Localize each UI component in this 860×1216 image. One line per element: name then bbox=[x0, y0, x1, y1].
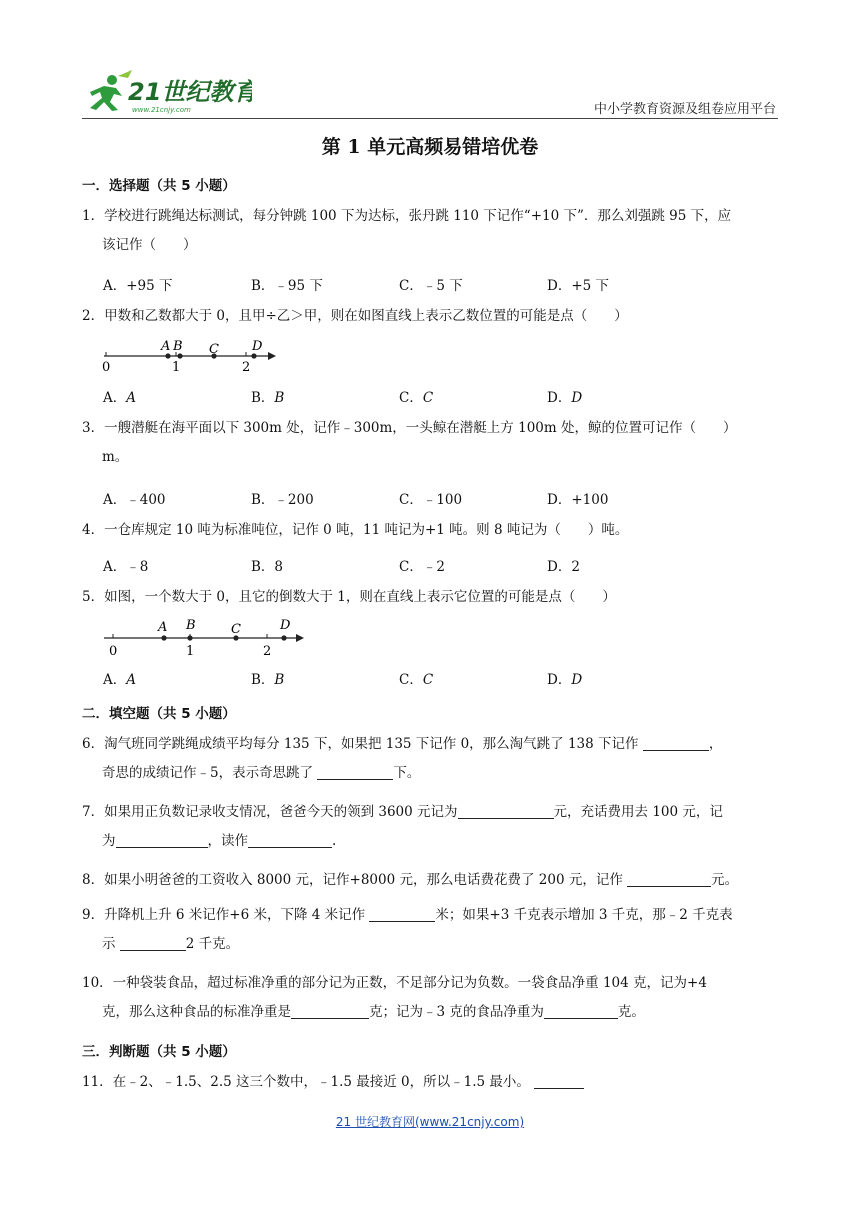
point-d bbox=[281, 635, 286, 640]
point-label-b: B bbox=[186, 618, 196, 633]
option-b[interactable]: B．B bbox=[251, 390, 285, 406]
option-c[interactable]: C．﹣2 bbox=[399, 559, 445, 575]
option-c[interactable]: C．C bbox=[399, 390, 434, 406]
tick-label-0: 0 bbox=[102, 360, 111, 375]
question-text: 3．一艘潜艇在海平面以下 300m 处，记作﹣300m，一头鲸在潜艇上方 100m 处，鲸的位置可记作（ ） bbox=[82, 420, 737, 436]
question-8: 8．如果小明爸爸的工资收入 8000 元，记作+8000 元，那么电话费花费了 200 元，记作 元。 bbox=[82, 872, 739, 888]
option-c[interactable]: C．C bbox=[399, 672, 434, 688]
option-d[interactable]: D．D bbox=[547, 390, 583, 406]
question-3 bbox=[82, 414, 776, 472]
answer-blank[interactable] bbox=[534, 1072, 584, 1089]
question-6: 6．淘气班同学跳绳成绩平均每分 135 下，如果把 135 下记作 0，那么淘气跳了 138 下记作 ， 奇思的成绩记作﹣5，表示奇思跳了 下。 bbox=[82, 736, 723, 781]
answer-blank[interactable] bbox=[544, 1002, 618, 1019]
option-d[interactable]: D．+5 下 bbox=[547, 278, 610, 294]
answer-blank[interactable] bbox=[369, 905, 435, 922]
option-a[interactable]: A．+95 下 bbox=[103, 278, 173, 294]
point-b bbox=[177, 353, 182, 358]
question-text: 1．学校进行跳绳达标测试，每分钟跳 100 下为达标，张丹跳 110 下记作“+10 下”．那么刘强跳 95 下，应 bbox=[82, 208, 732, 224]
option-b[interactable]: B．﹣200 bbox=[251, 492, 314, 508]
options-q2 bbox=[103, 386, 763, 406]
point-label-c: C bbox=[231, 622, 241, 637]
option-c[interactable]: C．﹣5 下 bbox=[399, 278, 463, 294]
options-q4 bbox=[103, 555, 763, 575]
question-7: 7．如果用正负数记录收支情况，爸爸今天的领到 3600 元记为 元，充话费用去 100 元，记 为 ，读作 . bbox=[82, 804, 723, 849]
tick-label-2: 2 bbox=[242, 360, 251, 375]
platform-name: 中小学教育资源及组卷应用平台 bbox=[593, 102, 776, 117]
question-11: 11．在﹣2、﹣1.5、2.5 这三个数中，﹣1.5 最接近 0，所以﹣1.5 最小。 bbox=[82, 1068, 776, 1097]
site-logo bbox=[82, 66, 252, 116]
page-title: 第 1 单元高频易错培优卷 bbox=[321, 136, 539, 158]
question-5 bbox=[82, 583, 776, 612]
point-b bbox=[187, 635, 192, 640]
options-q3 bbox=[103, 488, 763, 508]
options-q5 bbox=[103, 668, 763, 688]
question-text: 4．一仓库规定 10 吨为标准吨位，记作 0 吨，11 吨记为+1 吨。则 8 吨记为（ ）吨。 bbox=[82, 522, 629, 538]
option-b[interactable]: B．8 bbox=[251, 559, 284, 575]
option-d[interactable]: D．D bbox=[547, 672, 583, 688]
answer-blank[interactable] bbox=[627, 870, 711, 887]
question-1 bbox=[82, 202, 776, 260]
question-text: 2．甲数和乙数都大于 0，且甲÷乙＞甲，则在如图直线上表示乙数位置的可能是点（ ） bbox=[82, 308, 628, 324]
answer-blank[interactable] bbox=[291, 1002, 369, 1019]
footer-link[interactable]: 21 世纪教育网(www.21cnjy.com) bbox=[335, 1115, 525, 1129]
arrow-icon bbox=[268, 352, 276, 360]
answer-blank[interactable] bbox=[248, 831, 332, 848]
tick-label-0: 0 bbox=[109, 644, 118, 659]
question-text: 5．如图，一个数大于 0，且它的倒数大于 1，则在直线上表示它位置的可能是点（ ） bbox=[82, 589, 616, 605]
answer-blank[interactable] bbox=[643, 734, 709, 751]
section-heading-fill: 二．填空题（共 5 小题） bbox=[82, 706, 236, 722]
section-heading-choice: 一．选择题（共 5 小题） bbox=[82, 178, 236, 194]
question-10: 10．一种袋装食品，超过标准净重的部分记为正数，不足部分记为负数。一袋食品净重 104 克，记为+4 克，那么这种食品的标准净重是 克；记为﹣3 克的食品净重为 克。 bbox=[82, 975, 707, 1020]
tick-label-1: 1 bbox=[172, 360, 181, 375]
question-2 bbox=[82, 302, 776, 331]
logo-url: www.21cnjy.com bbox=[132, 106, 191, 114]
point-a bbox=[161, 635, 166, 640]
tick-label-2: 2 bbox=[263, 644, 272, 659]
option-b[interactable]: B．﹣95 下 bbox=[251, 278, 323, 294]
question-text: 该记作（ ） bbox=[102, 237, 197, 253]
option-a[interactable]: A．﹣8 bbox=[103, 559, 149, 575]
number-line-figure bbox=[100, 614, 310, 660]
answer-blank[interactable] bbox=[116, 831, 208, 848]
question-9: 9．升降机上升 6 米记作+6 米，下降 4 米记作 米；如果+3 千克表示增加 3 千克，那﹣2 千克表 示 2 千克。 bbox=[82, 907, 733, 952]
point-label-a: A bbox=[161, 339, 171, 354]
question-4 bbox=[82, 516, 776, 545]
option-b[interactable]: B．B bbox=[251, 672, 285, 688]
point-label-a: A bbox=[158, 620, 168, 635]
header-divider bbox=[82, 118, 778, 119]
answer-blank[interactable] bbox=[458, 802, 554, 819]
option-a[interactable]: A．A bbox=[103, 390, 136, 406]
option-d[interactable]: D．2 bbox=[547, 559, 580, 575]
tick-label-1: 1 bbox=[186, 644, 195, 659]
option-d[interactable]: D．+100 bbox=[547, 492, 609, 508]
answer-blank[interactable] bbox=[317, 763, 393, 780]
answer-blank[interactable] bbox=[120, 934, 186, 951]
logo-text: 21世纪教育 bbox=[128, 78, 252, 106]
running-man-icon bbox=[90, 70, 132, 111]
option-a[interactable]: A．﹣400 bbox=[103, 492, 166, 508]
point-label-d: D bbox=[252, 339, 263, 354]
option-c[interactable]: C．﹣100 bbox=[399, 492, 463, 508]
point-a bbox=[165, 353, 170, 358]
point-label-c: C bbox=[209, 342, 219, 357]
options-q1 bbox=[103, 274, 763, 294]
option-a[interactable]: A．A bbox=[103, 672, 136, 688]
arrow-icon bbox=[296, 634, 304, 642]
question-text: m。 bbox=[102, 449, 129, 465]
section-heading-judge: 三．判断题（共 5 小题） bbox=[82, 1044, 236, 1060]
number-line-figure bbox=[100, 334, 280, 376]
point-d bbox=[251, 353, 256, 358]
point-label-d: D bbox=[280, 618, 291, 633]
point-label-b: B bbox=[173, 339, 183, 354]
